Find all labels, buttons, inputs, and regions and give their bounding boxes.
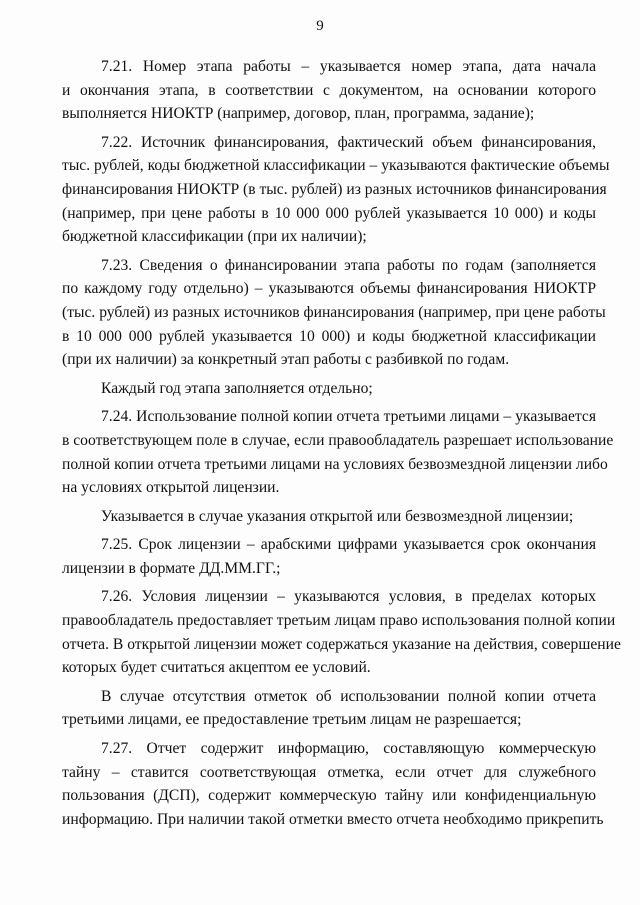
text-line: 7.26. Условия лицензии – указываются условия, в пределах которых [101, 588, 596, 606]
text-line: 7.27. Отчет содержит информацию, составляющую коммерческую [101, 740, 596, 758]
text-line: полной копии отчета третьими лицами на условиях безвозмездной лицензии либо [62, 455, 608, 473]
paragraph [62, 685, 596, 732]
text-line: пользования (ДСП), содержит коммерческую тайну или конфиденциальную [62, 787, 596, 805]
text-line: которых будет считаться акцептом ее условий. [62, 659, 371, 677]
paragraph [62, 131, 610, 249]
text-line: 7.23. Сведения о финансировании этапа работы по годам (заполняется [101, 256, 596, 274]
paragraph [62, 377, 596, 401]
paragraph [62, 533, 596, 580]
text-line: по каждому году отдельно) – указываются объемы финансирования НИОКТР [62, 280, 596, 298]
text-line: Указывается в случае указания открытой или безвозмездной лицензии; [101, 507, 574, 525]
text-line: 7.21. Номер этапа работы – указывается номер этапа, дата начала [101, 58, 596, 75]
paragraph [62, 505, 596, 529]
text-line: Каждый год этапа заполняется отдельно; [101, 379, 373, 397]
text-line: третьими лицами, ее предоставление третьим лицам не разрешается; [62, 711, 522, 729]
document-body [62, 55, 621, 836]
paragraph [62, 254, 606, 372]
text-line: отчета. В открытой лицензии может содержаться указание на действия, совершение [62, 635, 621, 653]
paragraph [62, 55, 596, 126]
paragraph [62, 585, 621, 679]
text-line: (при их наличии) за конкретный этап работы с разбивкой по годам. [62, 351, 510, 369]
paragraph [62, 737, 604, 831]
text-line: финансирования НИОКТР (в тыс. рублей) из разных источников финансирования [62, 180, 607, 198]
page-number: 9 [316, 18, 324, 34]
text-line: правообладатель предоставляет третьим лицам право использования полной копии [62, 612, 616, 630]
text-line: (тыс. рублей) из разных источников финансирования (например, при цене работы [62, 303, 606, 321]
text-line: тыс. рублей, коды бюджетной классификации – указываются фактические объемы [62, 157, 610, 175]
text-line: на условиях открытой лицензии. [62, 479, 280, 497]
text-line: в соответствующем поле в случае, если правообладатель разрешает использование [62, 431, 614, 449]
text-line: и окончания этапа, в соответствии с документом, на основании которого [62, 81, 596, 99]
text-line: 7.25. Срок лицензии – арабскими цифрами указывается срок окончания [101, 536, 596, 554]
text-line: 7.22. Источник финансирования, фактический объем финансирования, [101, 133, 596, 151]
paragraph [62, 405, 614, 499]
text-line: лицензии в формате ДД.ММ.ГГ.; [62, 559, 281, 577]
text-line: выполняется НИОКТР (например, договор, план, программа, задание); [62, 105, 535, 123]
text-line: информацию. При наличии такой отметки вместо отчета необходимо прикрепить [62, 810, 604, 828]
text-line: В случае отсутствия отметок об использовании полной копии отчета [101, 687, 596, 705]
text-line: в 10 000 000 рублей указывается 10 000) и коды бюджетной классификации [62, 327, 596, 345]
text-line: (например, при цене работы в 10 000 000 рублей указывается 10 000) и коды [62, 204, 596, 222]
text-line: тайну – ставится соответствующая отметка, если отчет для служебного [62, 763, 596, 781]
text-line: 7.24. Использование полной копии отчета третьими лицами – указывается [101, 408, 596, 426]
text-line: бюджетной классификации (при их наличии); [62, 228, 367, 246]
